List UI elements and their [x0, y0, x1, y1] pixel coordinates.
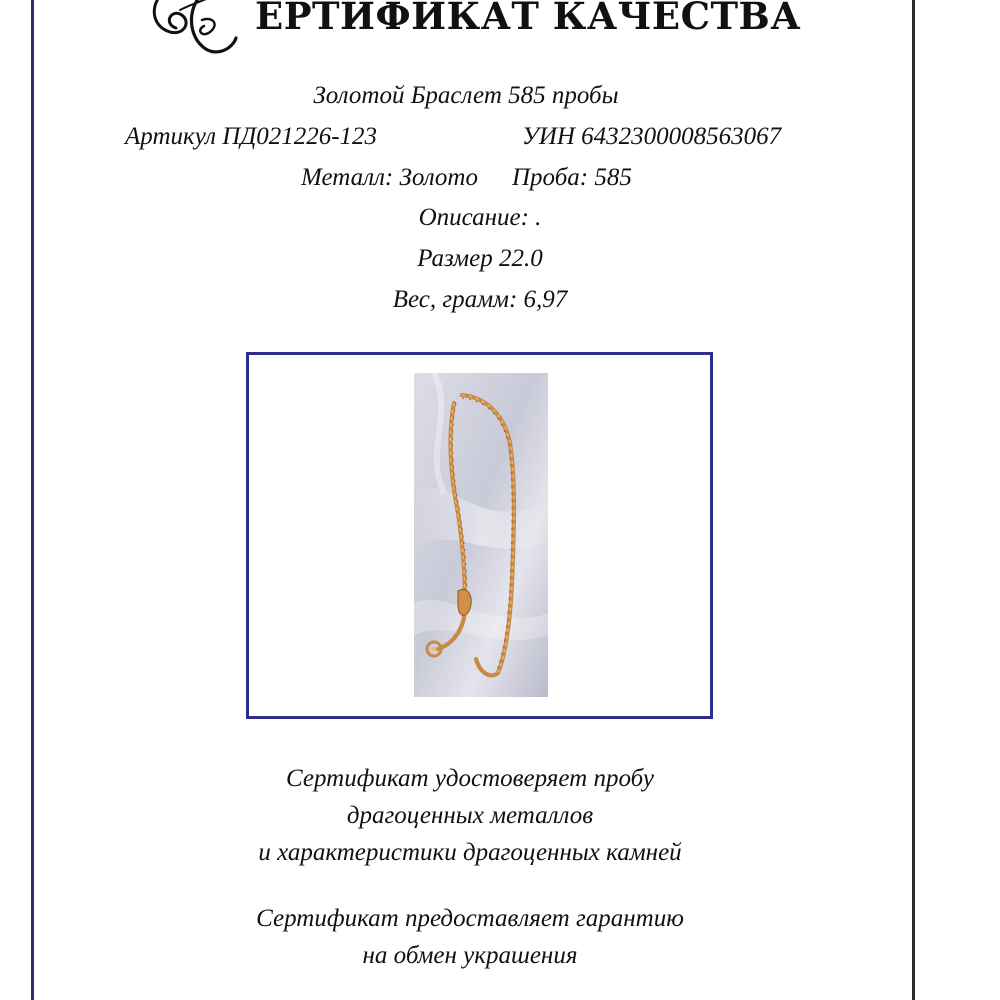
statement-line: Сертификат удостоверяет пробу: [286, 765, 654, 792]
weight-field: Вес, грамм: 6,97: [392, 286, 568, 313]
description-field: Описание: .: [418, 204, 542, 231]
statement-line: и характеристики драгоценных камней: [258, 839, 682, 866]
statement-line: Сертификат предоставляет гарантию: [256, 905, 684, 932]
statement-line: драгоценных металлов: [346, 802, 594, 829]
statement-block-2: [0, 900, 940, 974]
article-number: Артикул ПД021226-123: [125, 123, 378, 150]
statement-line: на обмен украшения: [362, 942, 578, 969]
product-photo-frame: [246, 352, 713, 719]
uin-number: УИН 6432300008563067: [522, 123, 782, 150]
size-field: Размер 22.0: [417, 245, 543, 272]
product-name: Золотой Браслет 585 пробы: [313, 82, 619, 109]
metal-field: Металл: Золото: [301, 164, 478, 191]
statement-block-1: [0, 760, 940, 871]
purity-field: Проба: 585: [512, 164, 632, 191]
certificate-title: ЕРТИФИКАТ КАЧЕСТВА: [255, 0, 801, 38]
bracelet-photo: [414, 373, 548, 697]
monogram-logo-icon: [140, 0, 250, 75]
